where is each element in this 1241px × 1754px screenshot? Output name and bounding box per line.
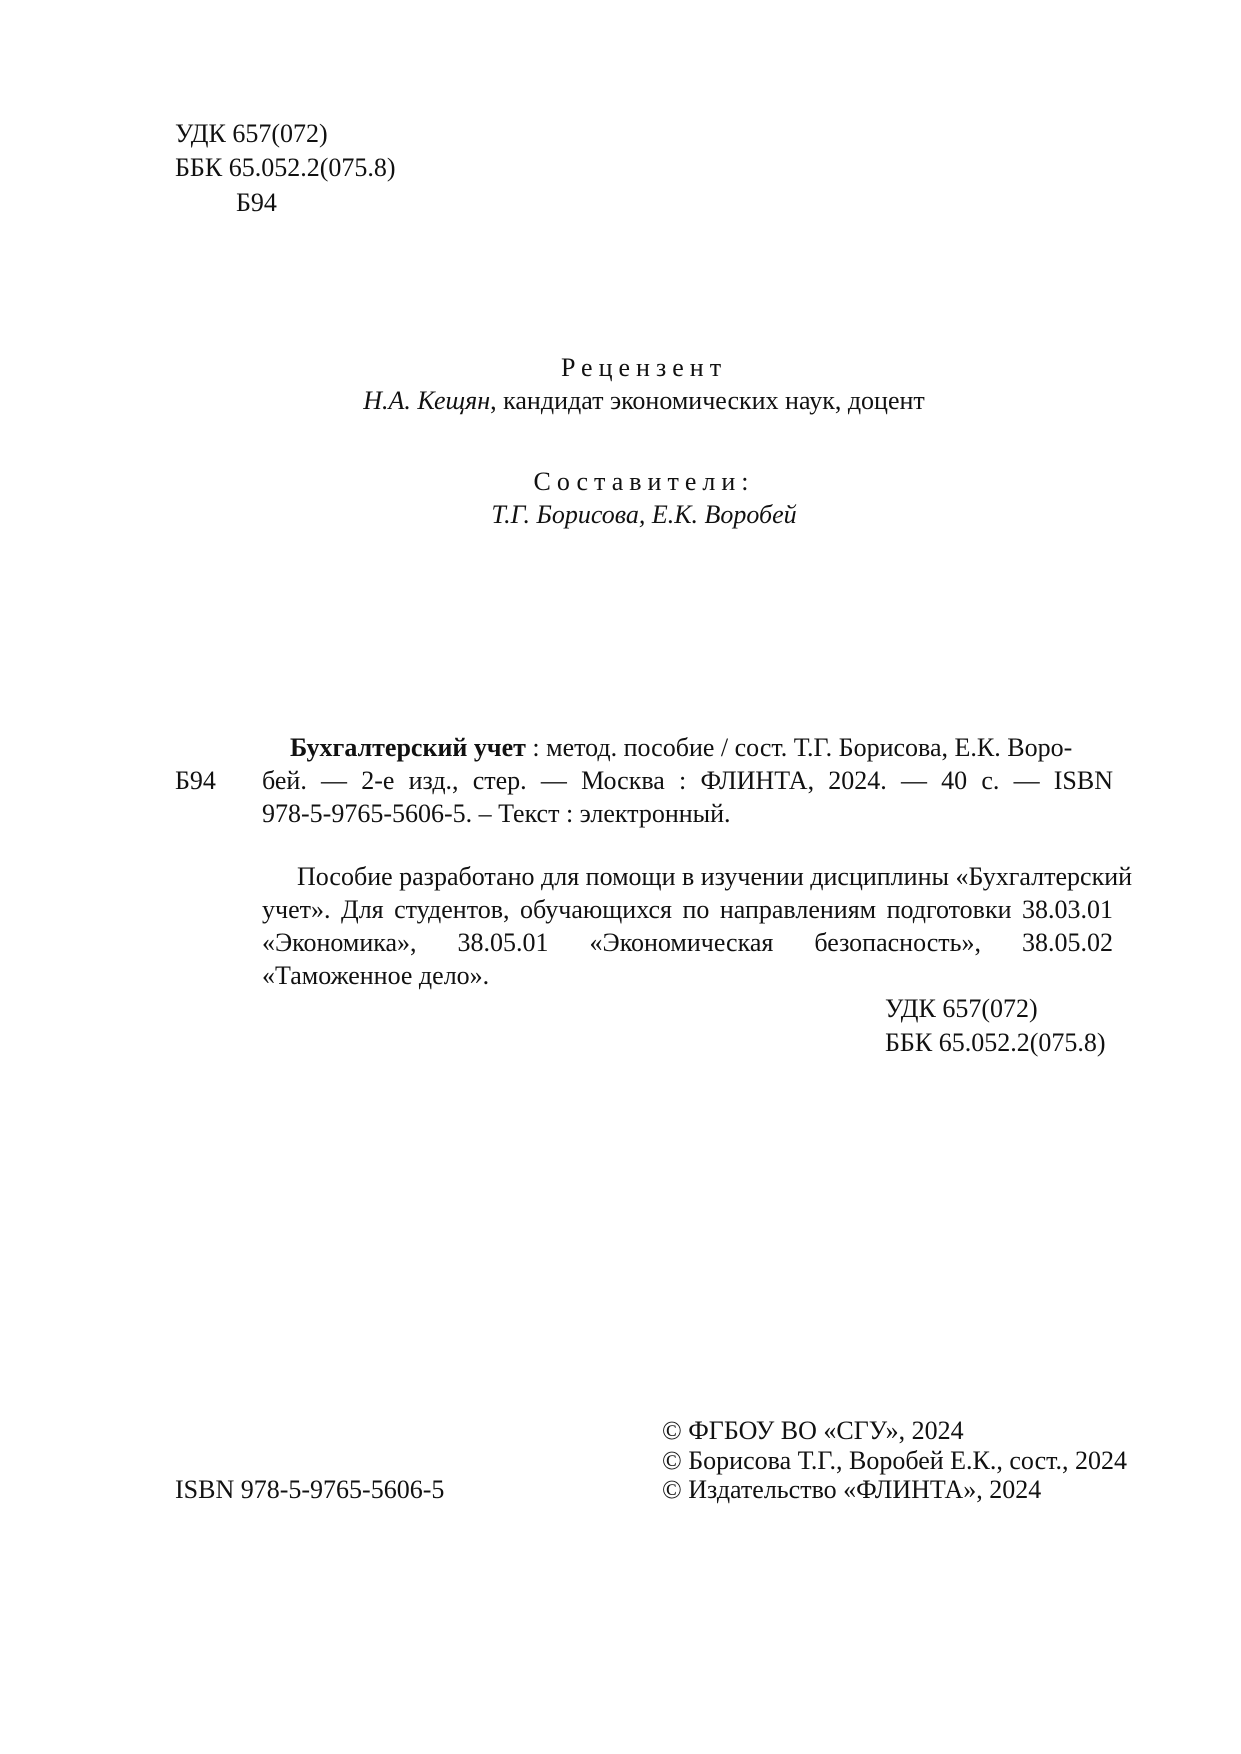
annotation-line-4: «Таможенное дело».	[262, 961, 490, 990]
copyright-line: © Борисова Т.Г., Воробей Е.К., сост., 2024	[662, 1446, 1128, 1475]
copyright-line: © ФГБОУ ВО «СГУ», 2024	[662, 1416, 964, 1445]
bibliographic-line-1-rest: : метод. пособие / сост. Т.Г. Борисова, Е.К. Воро-	[525, 733, 1073, 762]
isbn: ISBN 978-5-9765-5606-5	[175, 1475, 445, 1504]
reviewer-heading: Рецензент	[560, 353, 728, 382]
reviewer-title: , кандидат экономических наук, доцент	[490, 386, 925, 415]
book-title: Бухгалтерский учет	[290, 733, 526, 762]
author-mark: Б94	[236, 188, 277, 217]
udk-code: УДК 657(072)	[175, 119, 328, 148]
annotation-line-1: Пособие разработано для помощи в изучении дисциплины «Бухгалтерский	[297, 862, 1133, 891]
bbk-code: ББК 65.052.2(075.8)	[175, 153, 396, 182]
bibliographic-author-mark: Б94	[175, 766, 216, 795]
copyright-line: © Издательство «ФЛИНТА», 2024	[662, 1475, 1042, 1504]
annotation-udk: УДК 657(072)	[885, 994, 1038, 1023]
bibliographic-line-3: 978-5-9765-5606-5. – Текст : электронный.	[262, 799, 731, 828]
annotation-line-3: «Экономика», 38.05.01 «Экономическая безопасность», 38.05.02	[262, 928, 1113, 957]
bibliographic-line-1	[290, 732, 1113, 763]
reviewer-line	[0, 385, 1241, 416]
bibliographic-line-2: бей. — 2-е изд., стер. — Москва : ФЛИНТА, 2024. — 40 с. — ISBN	[262, 766, 1113, 795]
reviewer-name: Н.А. Кещян	[363, 386, 491, 415]
compilers-heading: Составители:	[533, 467, 755, 496]
compilers-names: Т.Г. Борисова, Е.К. Воробей	[491, 500, 797, 529]
annotation-line-2: учет». Для студентов, обучающихся по направлениям подготовки 38.03.01	[262, 895, 1113, 924]
annotation-bbk: ББК 65.052.2(075.8)	[885, 1028, 1106, 1057]
